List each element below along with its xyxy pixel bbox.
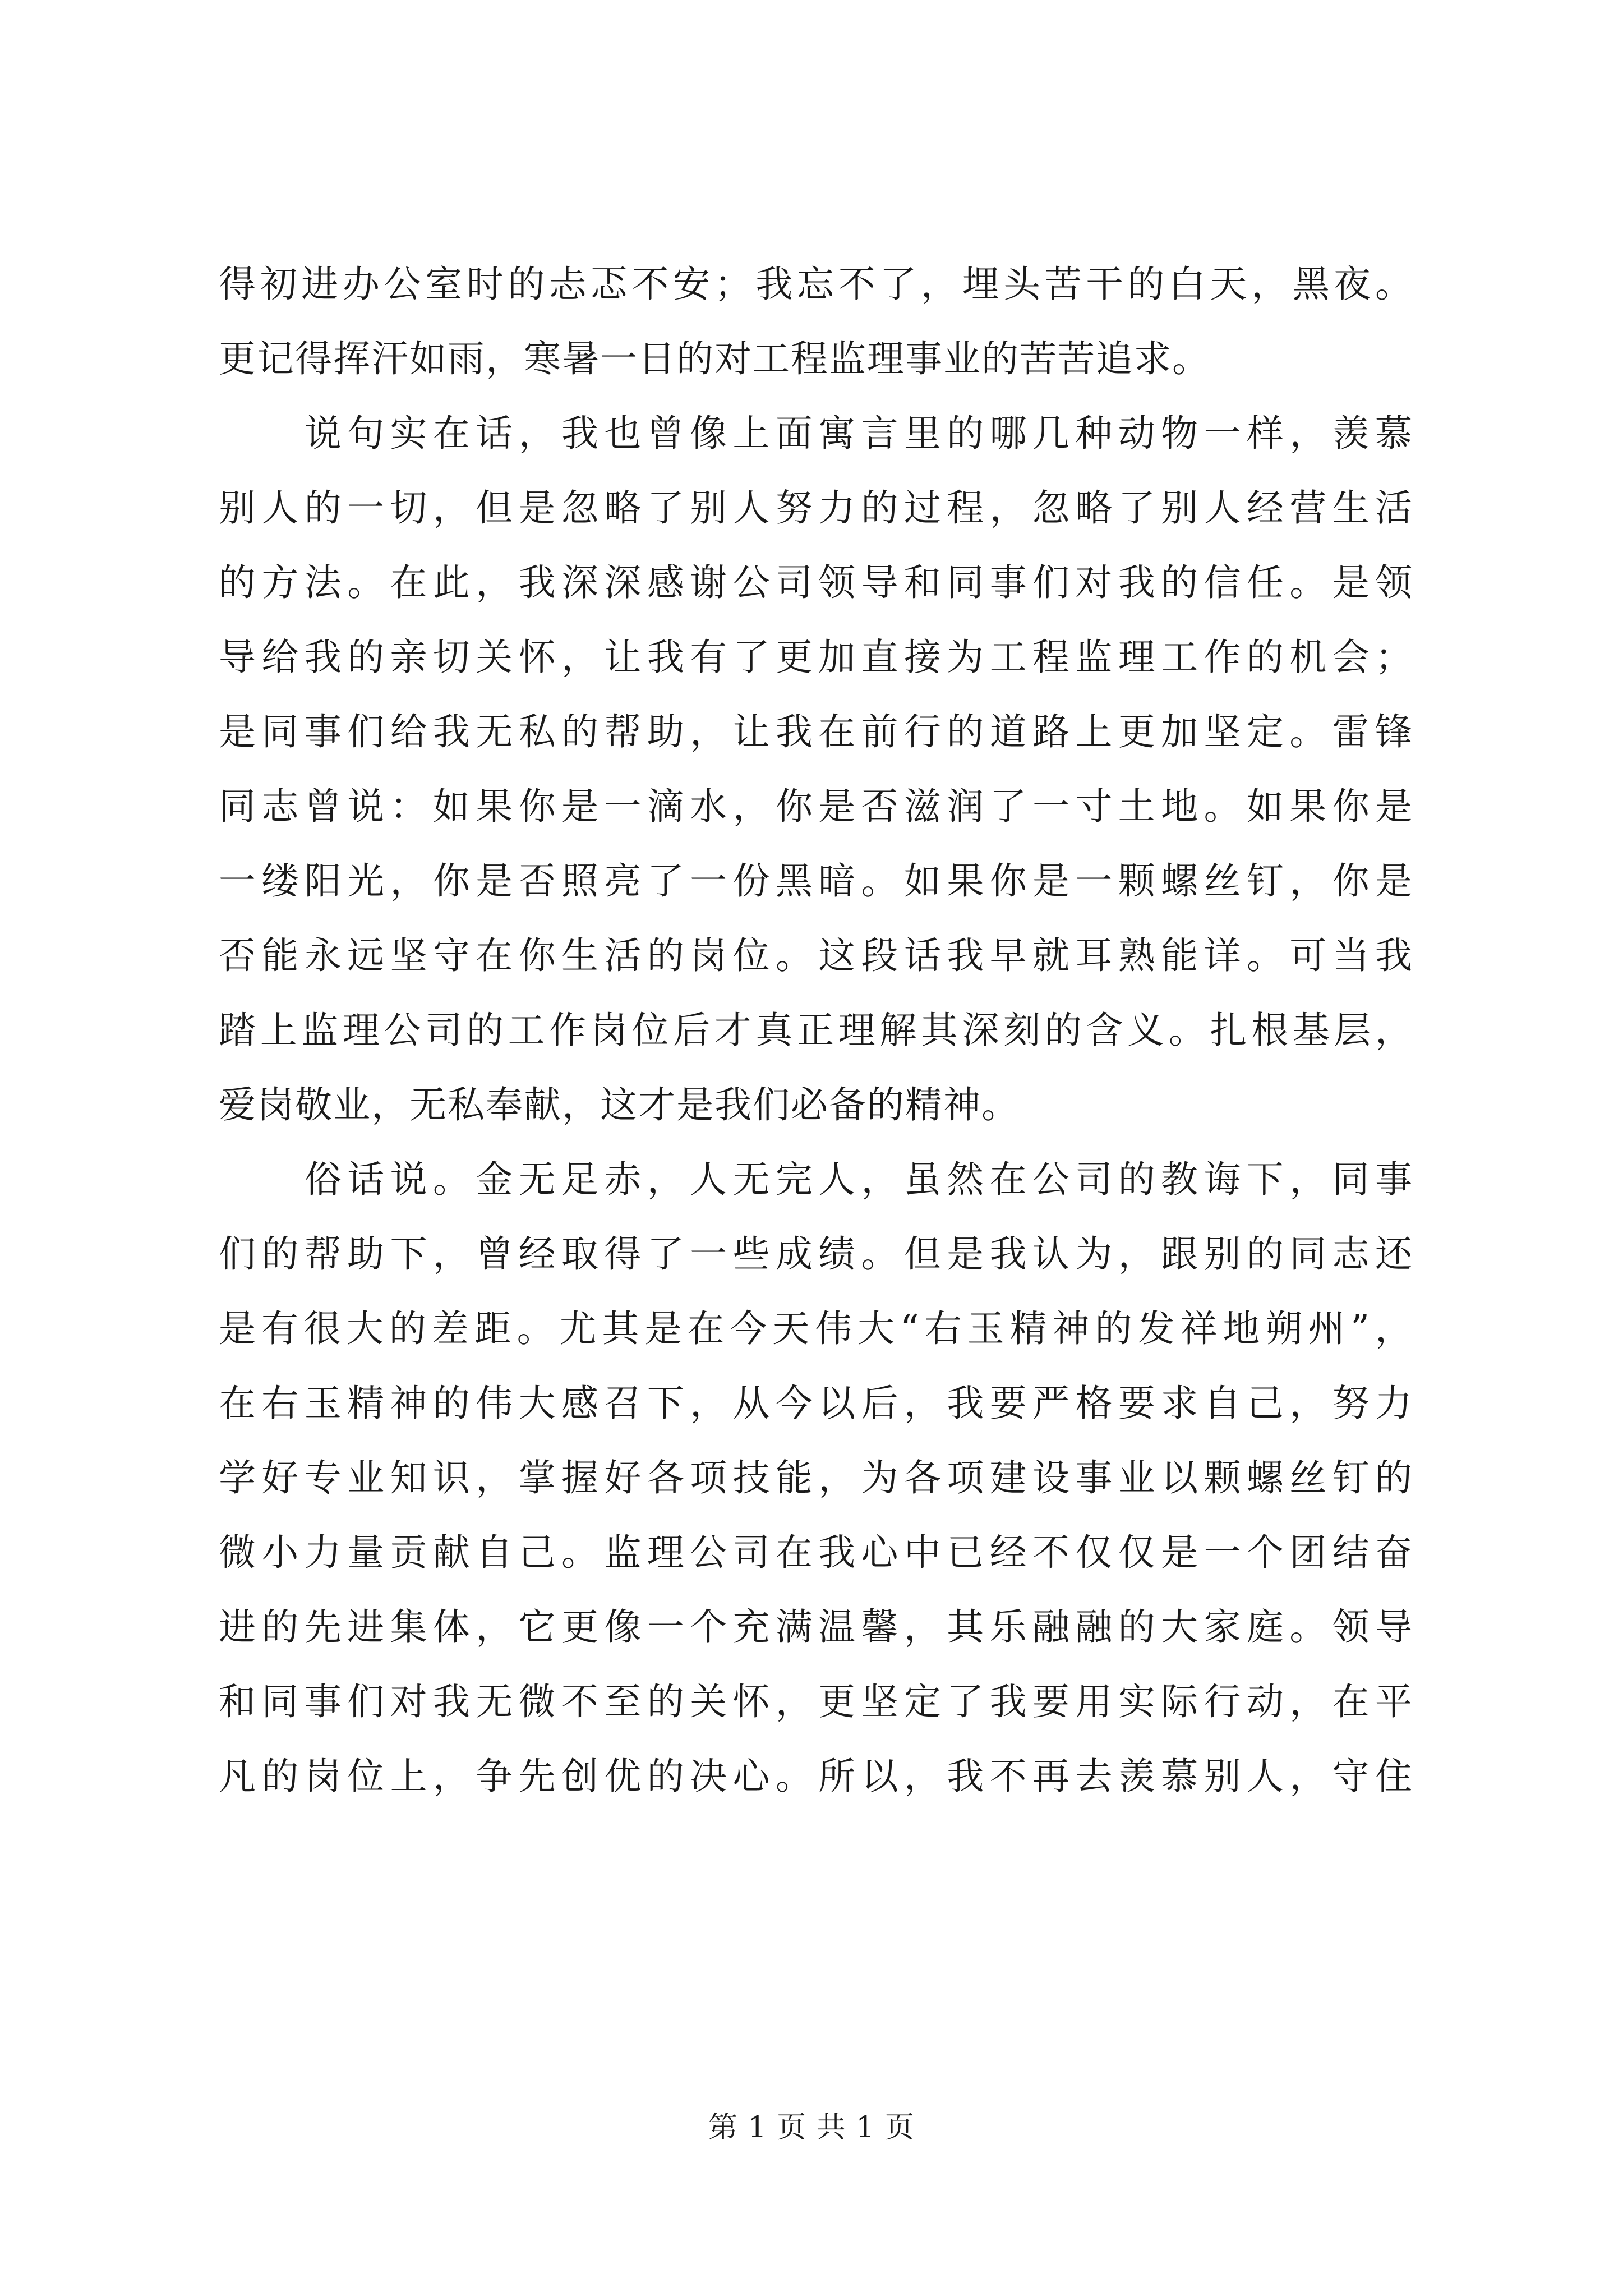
page-footer: 第 1 页 共 1 页 [708,2111,915,2145]
text-line: 同志曾说：如果你是一滴水，你是否滋润了一寸土地。如果你是 [219,785,1413,828]
text-line: 的方法。在此，我深深感谢公司领导和同事们对我的信任。是领 [219,561,1413,604]
text-line: 别人的一切，但是忽略了别人努力的过程，忽略了别人经营生活 [219,486,1413,530]
text-line: 得初进办公室时的忐忑不安；我忘不了，埋头苦干的白天，黑夜。 [219,263,1413,306]
text-line: 微小力量贡献自己。监理公司在我心中已经不仅仅是一个团结奋 [219,1531,1413,1574]
text-line: 爱岗敬业，无私奉献，这才是我们必备的精神。 [219,1083,1020,1126]
text-line: 们的帮助下，曾经取得了一些成绩。但是我认为，跟别的同志还 [219,1232,1413,1276]
text-line: 学好专业知识，掌握好各项技能，为各项建设事业以颗螺丝钉的 [219,1456,1413,1499]
text-line: 是有很大的差距。尤其是在今天伟大“右玉精神的发祥地朔州”， [219,1307,1413,1350]
text-line: 导给我的亲切关怀，让我有了更加直接为工程监理工作的机会； [219,636,1413,679]
text-line: 踏上监理公司的工作岗位后才真正理解其深刻的含义。扎根基层， [219,1009,1413,1052]
text-line: 否能永远坚守在你生活的岗位。这段话我早就耳熟能详。可当我 [219,934,1413,977]
text-line: 凡的岗位上，争先创优的决心。所以，我不再去羡慕别人，守住 [219,1755,1413,1798]
text-line: 和同事们对我无微不至的关怀，更坚定了我要用实际行动，在平 [219,1680,1413,1723]
text-line: 在右玉精神的伟大感召下，从今以后，我要严格要求自己，努力 [219,1382,1413,1425]
text-line: 俗话说。金无足赤，人无完人，虽然在公司的教诲下，同事 [219,1158,1413,1201]
text-line: 是同事们给我无私的帮助，让我在前行的道路上更加坚定。雷锋 [219,710,1413,753]
text-line: 一缕阳光，你是否照亮了一份黑暗。如果你是一颗螺丝钉，你是 [219,859,1413,903]
text-line: 说句实在话，我也曾像上面寓言里的哪几种动物一样，羡慕 [219,412,1413,455]
text-line: 更记得挥汗如雨，寒暑一日的对工程监理事业的苦苦追求。 [219,337,1210,380]
body-text [219,247,1413,1814]
text-line: 进的先进集体，它更像一个充满温馨，其乐融融的大家庭。领导 [219,1605,1413,1649]
